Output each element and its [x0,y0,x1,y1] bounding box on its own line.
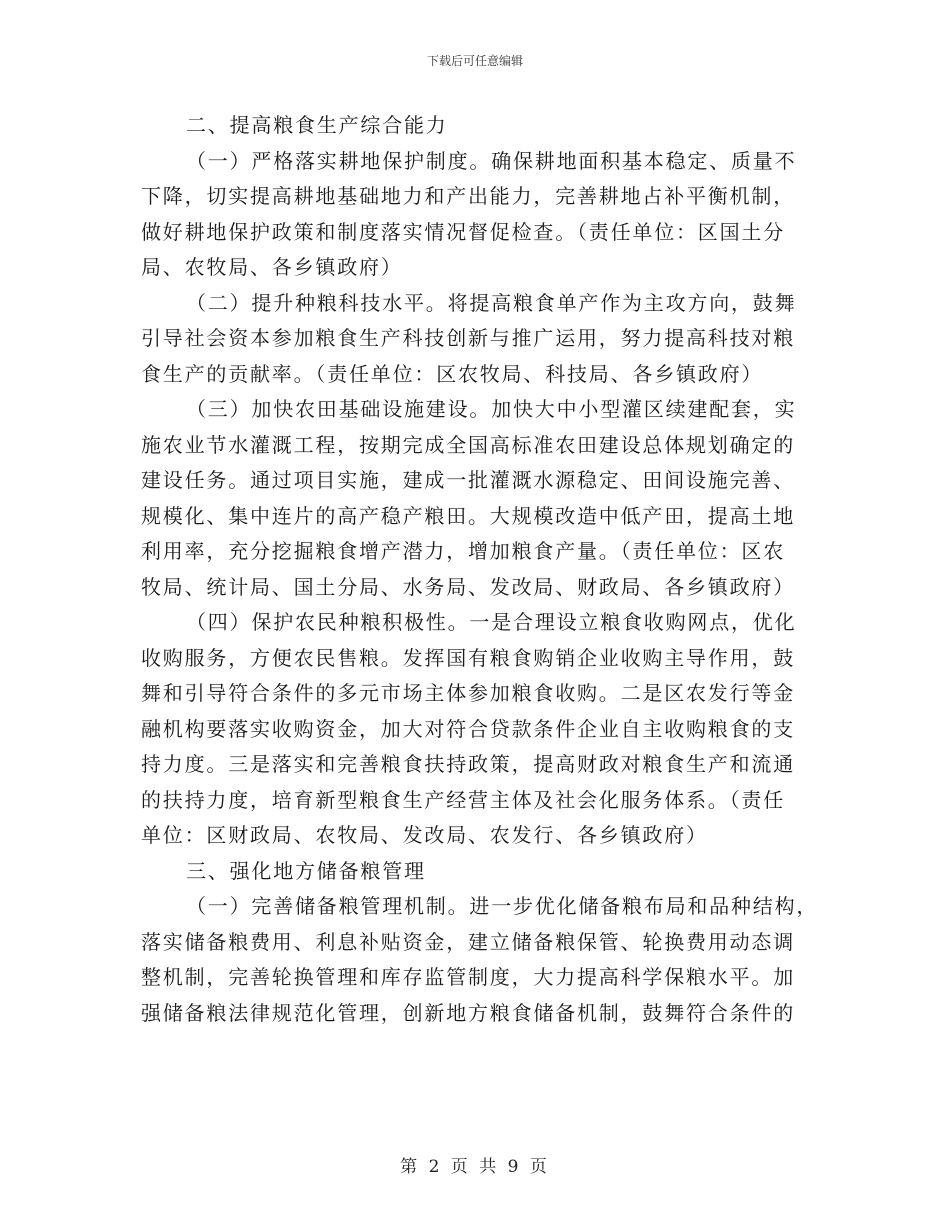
text-line: 二、提高粮食生产综合能力 [186,113,448,137]
text-line: 融机构要落实收购资金，加大对符合贷款条件企业自主收购粮食的支 [141,716,795,741]
page-header: 下载后可任意编辑 [426,54,523,68]
text-line: 规模化、集中连片的高产稳产粮田。大规模改造中低产田，提高土地 [141,503,795,528]
text-line: 引导社会资本参加粮食生产科技创新与推广运用，努力提高科技对粮 [141,326,795,350]
text-line: 单位：区财政局、农牧局、发改局、农发行、各乡镇政府） [141,823,708,847]
text-line: 收购服务，方便农民售粮。发挥国有粮食购销企业收购主导作用，鼓 [141,645,795,670]
page-footer: 第 2 页 共 9 页 [400,1157,550,1177]
text-line: 整机制，完善轮换管理和库存监管制度，大力提高科学保粮水平。加 [141,965,795,989]
text-line: 利用率，充分挖掘粮食增产潜力，增加粮食产量。（责任单位：区农 [141,539,785,563]
text-line: （三）加快农田基础设施建设。加快大中小型灌区续建配套，实 [186,397,797,421]
text-line: 三、强化地方储备粮管理 [186,858,426,883]
text-line: （一）严格落实耕地保护制度。确保耕地面积基本稳定、质量不 [186,148,797,173]
text-line: 牧局、统计局、国土分局、水务局、发改局、财政局、各乡镇政府） [141,574,795,599]
text-line: 施农业节水灌溉工程，按期完成全国高标准农田建设总体规划确定的 [141,432,795,457]
text-line: 舞和引导符合条件的多元市场主体参加粮食收购。二是区农发行等金 [141,681,795,705]
text-line: （四）保护农民种粮积极性。一是合理设立粮食收购网点，优化 [186,610,797,634]
text-line: 建设任务。通过项目实施，建成一批灌溉水源稳定、田间设施完善、 [141,468,795,492]
text-line: 下降，切实提高耕地基础地力和产出能力，完善耕地占补平衡机制， [141,184,795,208]
text-line: 的扶持力度，培育新型粮食生产经营主体及社会化服务体系。（责任 [141,787,785,812]
text-line: （一）完善储备粮管理机制。进一步优化储备粮布局和品种结构， [186,894,819,918]
document-body [141,108,819,1031]
text-line: 落实储备粮费用、利息补贴资金，建立储备粮保管、轮换费用动态调 [141,929,795,954]
text-line: 持力度。三是落实和完善粮食扶持政策，提高财政对粮食生产和流通 [141,752,795,776]
text-line: 做好耕地保护政策和制度落实情况督促检查。（责任单位：区国土分 [141,219,785,244]
text-line: 食生产的贡献率。（责任单位：区农牧局、科技局、各乡镇政府） [141,361,764,386]
text-line: 局、农牧局、各乡镇政府） [141,255,403,279]
text-line: （二）提升种粮科技水平。将提高粮食单产作为主攻方向，鼓舞 [186,290,797,315]
text-line: 强储备粮法律规范化管理，创新地方粮食储备机制，鼓舞符合条件的 [141,1000,795,1025]
